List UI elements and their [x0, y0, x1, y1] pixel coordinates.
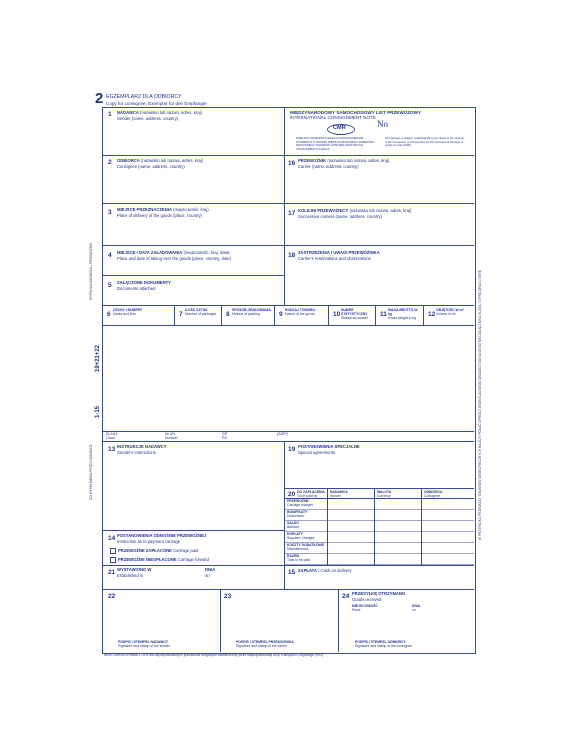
field-24-place[interactable]: MIEJSCOWOŚĆ [352, 604, 378, 608]
field-14-en: Instruction as to payment carriage [117, 539, 181, 544]
footer-note: Wzór CMR/IRU/Polska z 1976 dla międzynarodowych przewozów drogowych zatwierdzony przez Międzynarodową Unię Transportu Drogowego (IRU) [104, 653, 323, 657]
cmr-text: CMR [333, 125, 346, 131]
field-21-date-en: on [205, 573, 210, 578]
goods-col-7-label[interactable] [185, 308, 218, 316]
side-range-1: 1-15 [95, 405, 101, 418]
goods-col-divider [274, 305, 275, 325]
goods-col-divider [221, 305, 222, 325]
charge-row-label-en: Supplem. charges [287, 536, 315, 540]
field-18-en: Carrier's reservations and observations [298, 256, 371, 261]
copy-label-en: Copy for consignee, Exemplar fur den Empfanger [106, 101, 207, 106]
field-1-number: 1 [108, 111, 112, 118]
carriage-forward-checkbox[interactable] [110, 557, 116, 563]
field-4-hint: (miejscowość, kraj, data) [183, 250, 230, 255]
goods-col-10-en: Statistical number [341, 316, 368, 321]
adr-number-pl: Nr UN [165, 432, 175, 436]
charge-row-label-en: Miscellaneous [287, 547, 309, 551]
field-1-hint: (nazwisko lub nazwa, adres, kraj) [140, 110, 202, 115]
field-3-hint: (miejscowość, kraj) [173, 207, 209, 212]
field-2-number: 2 [108, 159, 112, 166]
side-note-right: W PRZYPADKU PRZEWOZU TOWARÓW NIEBEZPIECZNYCH NALEŻY PODAĆ OPRÓCZ EWENTUALNEGO ŚWIADECTWA NA OSTATNIM ZAŁĄCZNIKU KLASĘ, CYFRĘ ORAZ LITERĘ [478, 270, 482, 540]
field-24-number: 24 [342, 593, 350, 600]
goods-col-12-label[interactable] [436, 308, 473, 316]
goods-col-12-number: 12 [428, 311, 436, 318]
field-3-title: MIEJSCE PRZEZNACZENIA [117, 207, 172, 212]
field-20-number: 20 [288, 491, 296, 498]
field-3-en: Place of delivery of the goods (place, country) [117, 213, 202, 218]
goods-col-7-en: Number of packages [185, 312, 217, 317]
goods-col-10-number: 10 [333, 311, 341, 318]
goods-col-divider [328, 305, 329, 325]
adr-class-pl: KLASA [106, 432, 118, 436]
field-21-en: Established in [117, 573, 144, 578]
goods-col-10-title: NUMER STATYSTYCZNY [341, 308, 368, 317]
field-17-number: 17 [288, 210, 296, 217]
field-1-label[interactable] [117, 110, 202, 115]
field-18-title[interactable]: ZASTRZEŻENIA I UWAGI PRZEWOŹNIKA [298, 250, 380, 255]
field-21-date[interactable]: DNIA [205, 567, 216, 572]
field-5-title[interactable]: ZAŁĄCZONE DOKUMENTY [117, 280, 171, 285]
title-pl: MIĘDZYNARODOWY SAMOCHODOWY LIST PRZEWOZOWY [290, 110, 422, 115]
side-range-2: 19+21+22 [95, 344, 101, 372]
goods-col-divider [375, 305, 376, 325]
goods-col-6-title: CECHY I NUMERY [113, 308, 143, 312]
goods-col-divider [423, 305, 424, 325]
side-note-bottom: DO WYPEŁNIENIA PRZEZ NADAWCĘ [89, 444, 93, 500]
goods-col-divider [174, 305, 175, 325]
charges-col-currency-en: Currency [377, 494, 391, 498]
field-21-number: 21 [108, 569, 116, 576]
charge-row-divider [284, 553, 474, 554]
field-1-en: Sender (name, address, country) [117, 116, 179, 121]
goods-col-7-title: ILOŚĆ SZTUK [185, 308, 208, 312]
field-15-en: Cash on delivery [320, 568, 352, 573]
field-17-hint: (nazwisko lub nazwa, adres, kraj) [349, 208, 412, 213]
goods-col-11-number: 11 [380, 311, 387, 318]
adr-letter-pl: GP [222, 432, 228, 436]
adr-letter [222, 432, 227, 440]
signature-consignee: PODPIS I STEMPEL ODBIORCY [355, 640, 406, 644]
goods-col-9-en: Nature of the goods [285, 312, 315, 317]
field-16-hint: (nazwisko lub nazwa, adres, kraj) [327, 158, 390, 163]
field-24-en: Goods received [352, 597, 382, 602]
goods-col-11-en: Gross weight in kg [388, 316, 416, 321]
field-24-place-en: Place [352, 608, 361, 612]
field-15-title: ZAPŁATA [298, 568, 317, 573]
field-4-en: Place and date of taking over the goods (place, country, date) [117, 256, 231, 261]
field-23-number: 23 [224, 593, 232, 600]
field-15-number: 15 [288, 569, 296, 576]
charge-row-divider [284, 520, 474, 521]
number-label: No [377, 119, 388, 129]
field-21-title[interactable]: WYSTAWIONO W [117, 567, 152, 572]
cmr-note-pl: NINIEJSZY PRZEWÓZ PODLEGA POSTANOWIENIOM KONWENCJI O UMOWIE MIĘDZYNARODOWEGO PRZEWOZU DROGOWEGO TOWARÓW (CMR) BEZ WZGLĘDU NA JAKĄKOLWIEK KLAUZULĘ [296, 137, 375, 151]
goods-col-9-label[interactable] [285, 308, 325, 316]
goods-col-11-label[interactable] [388, 308, 422, 321]
goods-col-12-en: Volume in m³ [436, 312, 456, 317]
field-14-title[interactable]: POSTANOWIENIA ODNOŚNIE PRZEWOŹNEJ [117, 533, 207, 538]
field-2-hint: (nazwisko lub nazwa, adres, kraj) [140, 158, 203, 163]
field-5-en: Documents attached [117, 286, 156, 291]
adr-class [106, 432, 118, 440]
signature-carrier: PODPIS I STEMPEL PRZEWOŹNIKA [236, 640, 294, 644]
field-19-number: 19 [288, 446, 296, 453]
goods-col-8-title: SPOSÓB OPAKOWANIA [232, 308, 271, 312]
signature-sender-en: Signature and stamp of the sender [118, 644, 171, 648]
goods-col-8-number: 8 [226, 311, 230, 318]
carriage-paid-label [118, 548, 198, 553]
field-2-label[interactable] [117, 158, 203, 163]
goods-col-12-title: OBJĘTOŚĆ W m³ [436, 308, 464, 312]
adr-number [165, 432, 178, 440]
charges-col-currency: WALUTA [377, 490, 392, 494]
charges-col-sender: NADAWCA [330, 490, 348, 494]
field-24-date[interactable]: DNIA [412, 604, 421, 608]
goods-col-8-en: Method of packing [232, 312, 260, 317]
charge-row-label: SALDO [287, 521, 299, 525]
adr-number-en: Number [165, 436, 178, 441]
carriage-paid-checkbox[interactable] [110, 548, 116, 554]
charge-row-label-en: Deductions [287, 514, 304, 518]
carriage-paid-en: Carriage paid [173, 548, 199, 553]
signature-carrier-en: Signature and stamp of the carrier [236, 644, 288, 648]
charges-col-consignee-en: Consignee [424, 494, 441, 498]
field-3-number: 3 [108, 209, 112, 216]
carriage-paid-pl: PRZEWOŹNE ZAPŁACONE [118, 548, 172, 553]
charges-label-en: To be paid by [297, 494, 318, 498]
field-3-label[interactable] [117, 207, 209, 212]
field-17-en: Successive carriers (name, address, country) [298, 214, 383, 219]
copy-label: EGZEMPLARZ DLA ODBIORCY [106, 94, 182, 100]
title-en: INTERNATIONAL CONSIGNMENT NOTE [290, 115, 376, 120]
field-13-title[interactable]: INSTRUKCJE NADAWCY [117, 444, 167, 449]
charges-col-sender-en: Sender [330, 494, 341, 498]
field-22-number: 22 [108, 593, 116, 600]
charge-row-label-en: Balance [287, 525, 300, 529]
adr-class-en: Class [106, 436, 115, 441]
goods-col-8-label[interactable] [232, 308, 271, 316]
signature-consignee-en: Signature and stamp of the consignee [355, 644, 413, 648]
field-4-title: MIEJSCE I DATA ZAŁADOWANIA [117, 250, 183, 255]
goods-col-7-number: 7 [179, 311, 183, 318]
field-16-number: 16 [288, 160, 296, 167]
field-2-title: ODBIORCA [117, 158, 140, 163]
charge-row-label-en: Total to be paid [287, 558, 310, 562]
signature-sender: PODPIS I STEMPEL NADAWCY [118, 640, 169, 644]
field-14-number: 14 [108, 535, 116, 542]
charges-col-consignee: ODBIORCA [424, 490, 443, 494]
field-16-en: Carrier (name, address, country) [298, 164, 359, 169]
charge-row-label: RAZEM [287, 554, 300, 558]
field-19-title[interactable]: POSTANOWIENIA SPECJALNE [298, 444, 360, 449]
goods-col-10-label[interactable] [341, 308, 374, 321]
carriage-forward-label [118, 557, 209, 562]
goods-col-6-number: 6 [107, 311, 111, 318]
goods-col-6-en: Marks and Nos [113, 312, 136, 317]
field-5-number: 5 [108, 282, 112, 289]
field-24-title[interactable]: PRZESYŁKĘ OTRZYMANO [352, 591, 406, 596]
copy-number: 2 [95, 90, 104, 107]
charge-row-label: DOPŁATY [287, 532, 303, 536]
side-note-top: WYPEŁNIA NADAWCA I PRZEWOŹNIK [89, 242, 93, 300]
field-18-number: 18 [288, 252, 296, 259]
charge-row-divider [284, 531, 474, 532]
charges-label: DO ZAPŁACENIA [297, 490, 325, 494]
field-17-label[interactable] [298, 208, 411, 213]
charge-row-divider [284, 509, 474, 510]
charge-row-label: PRZEWOŹNE [287, 499, 309, 503]
charge-row-label: KOSZTY DODATKOWE [287, 543, 324, 547]
goods-col-9-title: RODZAJ TOWARU [285, 308, 315, 312]
field-19-en: Special agreements [298, 450, 336, 455]
charge-row-label: BONIFIKATY [287, 510, 308, 514]
field-4-label[interactable] [117, 250, 230, 255]
field-16-title: PRZEWOŹNIK [298, 158, 327, 163]
carriage-forward-pl: PRZEWOŹNE NIEOPŁACONE [118, 557, 177, 562]
adr-letter-en: PG [222, 436, 228, 441]
goods-col-6-label[interactable] [113, 308, 171, 316]
field-16-label[interactable] [298, 158, 389, 163]
charge-row-label-en: Carriage charges [287, 503, 314, 507]
field-24-date-en: on [412, 608, 416, 612]
field-1-title: NADAWCA [117, 110, 139, 115]
field-17-title: KOLEJNI PRZEWOŹNICY [298, 208, 349, 213]
field-4-number: 4 [108, 252, 112, 259]
field-15-label[interactable]: ZAPŁATA / Cash on delivery [298, 568, 352, 573]
field-2-en: Consignee (name, address, country) [117, 164, 185, 169]
carriage-forward-en: Carriage forward [177, 557, 209, 562]
goods-col-9-number: 9 [279, 311, 283, 318]
field-13-en: Sender's instructions [117, 450, 156, 455]
cmr-note-en: This carriage is subject, notwithstanding any clause to the contrary, to the Convention on the Contract for the International Carriage of goods by road (CMR) [385, 137, 465, 148]
field-13-number: 13 [108, 446, 116, 453]
goods-col-11-title: WAGA BRUTTO W kg [388, 308, 418, 317]
adr-label: (ADR*) [277, 432, 289, 436]
